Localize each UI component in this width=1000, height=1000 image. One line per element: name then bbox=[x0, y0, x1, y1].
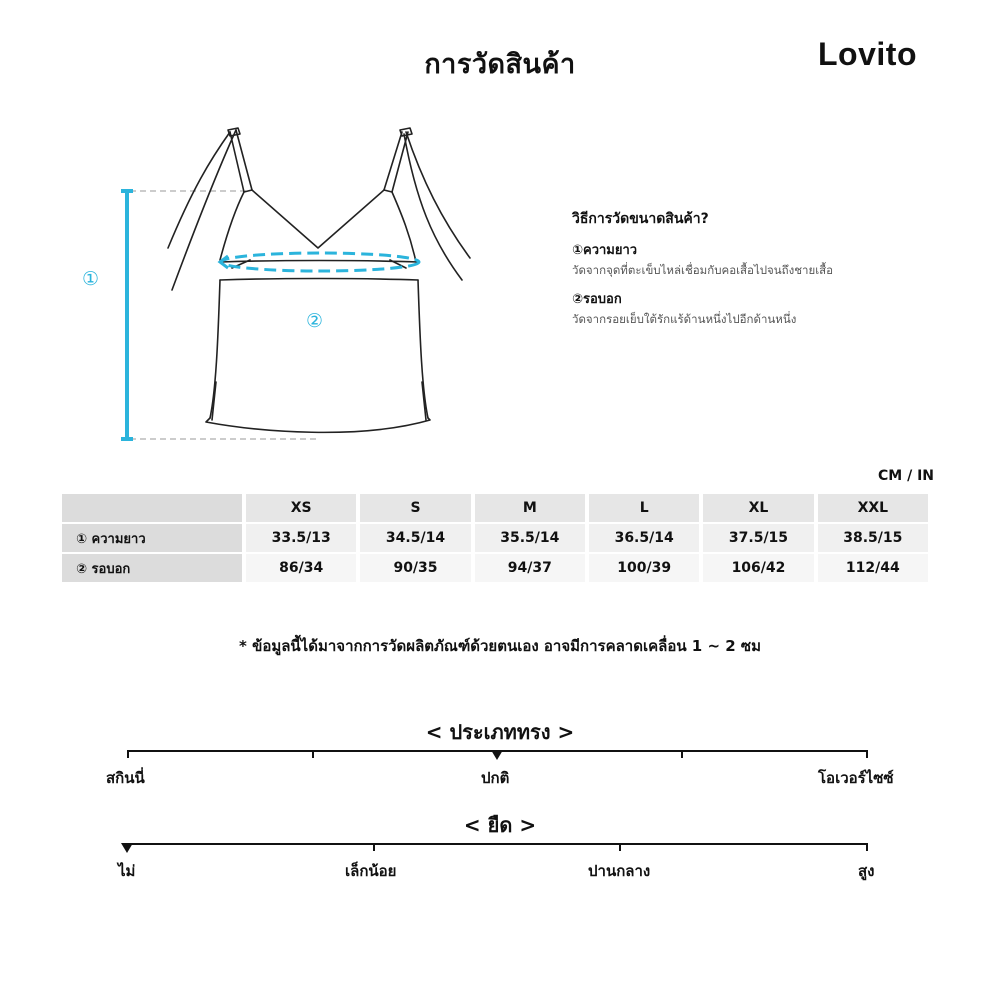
table-cell: 35.5/14 bbox=[475, 524, 585, 552]
size-xl-header: XL bbox=[703, 494, 813, 522]
measurement-instructions bbox=[572, 208, 952, 337]
table-cell: 36.5/14 bbox=[589, 524, 699, 552]
garment-diagram bbox=[60, 120, 520, 460]
fit-label-oversize: โอเวอร์ไซซ์ bbox=[818, 769, 894, 787]
table-cell: 37.5/15 bbox=[703, 524, 813, 552]
unit-label: CM / IN bbox=[878, 468, 934, 484]
size-table bbox=[58, 492, 932, 584]
stretch-scale-tick bbox=[373, 843, 375, 851]
size-xs-header: XS bbox=[246, 494, 356, 522]
stretch-scale-title: < ยืด > bbox=[463, 813, 537, 837]
length-description: วัดจากจุดที่ตะเข็บไหล่เชื่อมกับคอเสื้อไปจนถึงชายเสื้อ bbox=[572, 263, 834, 277]
size-header-row bbox=[62, 494, 928, 522]
table-row-length bbox=[62, 524, 928, 552]
bust-description: วัดจากรอยเย็บใต้รักแร้ด้านหนึ่งไปอีกด้านหนึ่ง bbox=[572, 312, 797, 326]
size-m-header: M bbox=[475, 494, 585, 522]
table-cell: 86/34 bbox=[246, 554, 356, 582]
fit-scale-tick bbox=[681, 750, 683, 758]
fit-scale-title: < ประเภททรง > bbox=[425, 720, 575, 744]
page-title: การวัดสินค้า bbox=[424, 49, 576, 80]
row-label-length: ① ความยาว bbox=[62, 524, 242, 552]
stretch-label-slight: เล็กน้อย bbox=[345, 862, 397, 880]
stretch-scale-line bbox=[127, 843, 868, 845]
fit-scale-tick bbox=[312, 750, 314, 758]
table-cell: 100/39 bbox=[589, 554, 699, 582]
fit-label-skinny: สกินนี่ bbox=[106, 769, 145, 787]
stretch-scale-tick bbox=[866, 843, 868, 851]
bust-heading: ②รอบอก bbox=[572, 292, 622, 307]
stretch-selected-pointer-icon bbox=[121, 843, 133, 853]
instructions-heading: วิธีการวัดขนาดสินค้า? bbox=[572, 211, 709, 227]
stretch-label-moderate: ปานกลาง bbox=[588, 862, 651, 880]
table-cell: 90/35 bbox=[360, 554, 470, 582]
stretch-scale-tick bbox=[619, 843, 621, 851]
measurement-note: * ข้อมูลนี้ได้มาจากการวัดผลิตภัณฑ์ด้วยตนเอง อาจมีการคลาดเคลื่อน 1 ~ 2 ซม bbox=[239, 637, 761, 655]
table-cell: 34.5/14 bbox=[360, 524, 470, 552]
row-label-bust: ② รอบอก bbox=[62, 554, 242, 582]
camisole-illustration bbox=[60, 120, 520, 460]
fit-label-regular: ปกติ bbox=[481, 769, 510, 787]
table-cell: 33.5/13 bbox=[246, 524, 356, 552]
table-cell: 94/37 bbox=[475, 554, 585, 582]
fit-scale-tick bbox=[127, 750, 129, 758]
table-cell: 112/44 bbox=[818, 554, 928, 582]
length-heading: ①ความยาว bbox=[572, 243, 638, 258]
stretch-label-high: สูง bbox=[858, 862, 875, 880]
size-s-header: S bbox=[360, 494, 470, 522]
brand-logo: Lovito bbox=[818, 36, 917, 72]
table-cell: 38.5/15 bbox=[818, 524, 928, 552]
fit-selected-pointer-icon bbox=[491, 750, 503, 760]
table-row-bust bbox=[62, 554, 928, 582]
stretch-label-none: ไม่ bbox=[118, 862, 136, 880]
size-xxl-header: XXL bbox=[818, 494, 928, 522]
table-corner bbox=[62, 494, 242, 522]
bust-marker: ② bbox=[306, 310, 324, 332]
fit-scale-tick bbox=[866, 750, 868, 758]
length-marker: ① bbox=[82, 268, 100, 290]
size-l-header: L bbox=[589, 494, 699, 522]
table-cell: 106/42 bbox=[703, 554, 813, 582]
